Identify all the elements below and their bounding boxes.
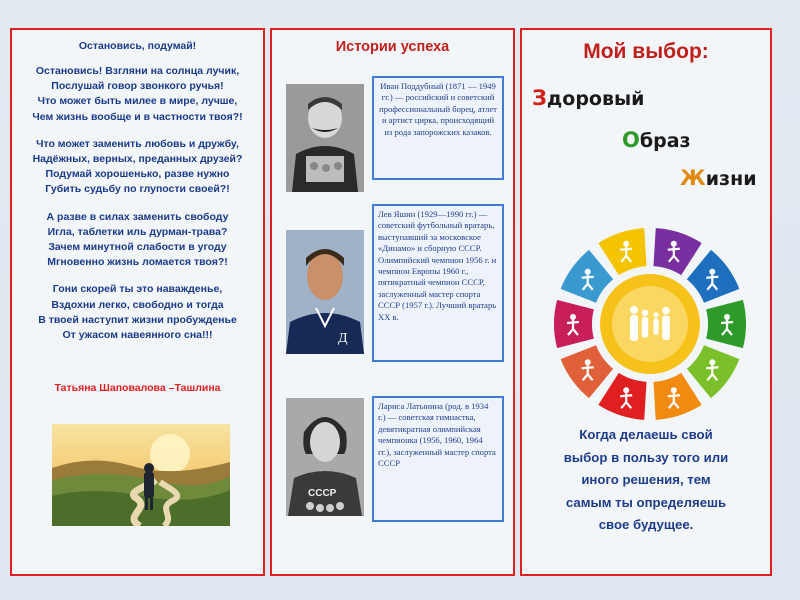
poem-line: Надёжных, верных, преданных друзей? bbox=[32, 153, 243, 166]
poem-stanza bbox=[16, 282, 259, 343]
poem-line: Подумай хорошенько, разве нужно bbox=[45, 168, 230, 181]
poem-stanza bbox=[16, 64, 259, 125]
poem-line: Что может заменить любовь и дружбу, bbox=[36, 137, 239, 150]
choice-message-line: Когда делаешь свой bbox=[579, 427, 713, 442]
road-landscape-image bbox=[52, 424, 230, 526]
choice-message-line: выбор в пользу того или bbox=[563, 449, 729, 465]
choice-message bbox=[526, 424, 766, 537]
word-healthy bbox=[532, 86, 645, 110]
choice-message-line: самым ты определяешь bbox=[565, 494, 727, 510]
choice-message-line: иного решения, тем bbox=[581, 472, 711, 487]
wheel-segment bbox=[598, 228, 646, 275]
poddubny-photo bbox=[286, 84, 364, 192]
svg-text:СССР: СССР bbox=[308, 488, 337, 499]
poem-author: Татьяна Шаповалова –Ташлина bbox=[54, 382, 221, 394]
poem-line: Гони скорей ты это наважденье, bbox=[52, 283, 223, 296]
yashin-bio: Лев Яшин (1929—1990 гг.) — советский футбольный вратарь, выступавший за московское «Динамо» и сборную СССР. Олимпийский чемпион 1956 г. и чемпион Европы 1960 г., пятикратный чемпион СССР, заслуженный мастер спорта СССР (1957 г.). Лучший вратарь XX в. bbox=[372, 204, 504, 362]
poem-title: Остановись, подумай! bbox=[78, 40, 197, 52]
poem-line: Мгновенно жизнь ломается твоя?! bbox=[47, 256, 228, 269]
svg-text:Д: Д bbox=[338, 331, 348, 346]
initial-letter: Ж bbox=[680, 166, 706, 190]
word-rest: браз bbox=[639, 130, 691, 152]
word-rest: изни bbox=[705, 168, 757, 190]
my-choice-panel bbox=[520, 28, 772, 576]
word-life bbox=[680, 166, 757, 190]
poem-line: Зачем минутной слабости в угоду bbox=[48, 241, 227, 254]
wheel-hub-inner bbox=[612, 286, 688, 362]
latynina-bio: Лариса Латынина (род. в 1934 г.) — советская гимнастка, девятикратная олимпийская чемпионка (1956, 1960, 1964 гг.), заслуженный мастер спорта СССР bbox=[372, 396, 504, 522]
my-choice-title: Мой выбор: bbox=[583, 40, 709, 63]
poem-panel bbox=[10, 28, 265, 576]
poem-line: В твоей наступит жизни пробужденье bbox=[38, 313, 237, 326]
choice-message-line: свое будущее. bbox=[598, 517, 694, 532]
word-rest: доровый bbox=[546, 88, 645, 110]
poem-line: Игла, таблетки иль дурман-трава? bbox=[47, 225, 228, 238]
poem-line: Остановись! Взгляни на солнца лучик, bbox=[35, 65, 240, 77]
word-way bbox=[622, 128, 691, 152]
poem-stanza bbox=[16, 210, 259, 271]
poem-line: От ужасом навеянного сна!!! bbox=[62, 329, 213, 342]
poem-line: Что может быть милее в мире, лучше, bbox=[37, 95, 238, 108]
yashin-photo bbox=[286, 230, 364, 354]
success-stories-title: Истории успеха bbox=[335, 39, 450, 55]
poem-line: Вздохни легко, свободно и тогда bbox=[51, 298, 224, 311]
sports-wheel-graphic bbox=[552, 226, 748, 422]
poem-line: Губить судьбу по глупости своей?! bbox=[45, 183, 230, 196]
poem-line: Послушай говор звонкого ручья! bbox=[51, 80, 224, 93]
success-stories-panel bbox=[270, 28, 515, 576]
poem-stanza bbox=[16, 137, 259, 198]
initial-letter: О bbox=[622, 128, 640, 152]
poem-line: Чем жизнь вообще и в частности твоя?! bbox=[32, 110, 243, 123]
poddubny-bio: Иван Поддубный (1871 — 1949 гг.) — российский и советский профессиональный борец, атлет и артист цирка, происходящий из рода запорожских казаков. bbox=[372, 76, 504, 180]
wheel-segment bbox=[653, 228, 701, 275]
poem bbox=[16, 64, 259, 355]
initial-letter: З bbox=[532, 86, 547, 110]
poem-line: А разве в силах заменить свободу bbox=[46, 210, 229, 223]
latynina-photo bbox=[286, 398, 364, 516]
